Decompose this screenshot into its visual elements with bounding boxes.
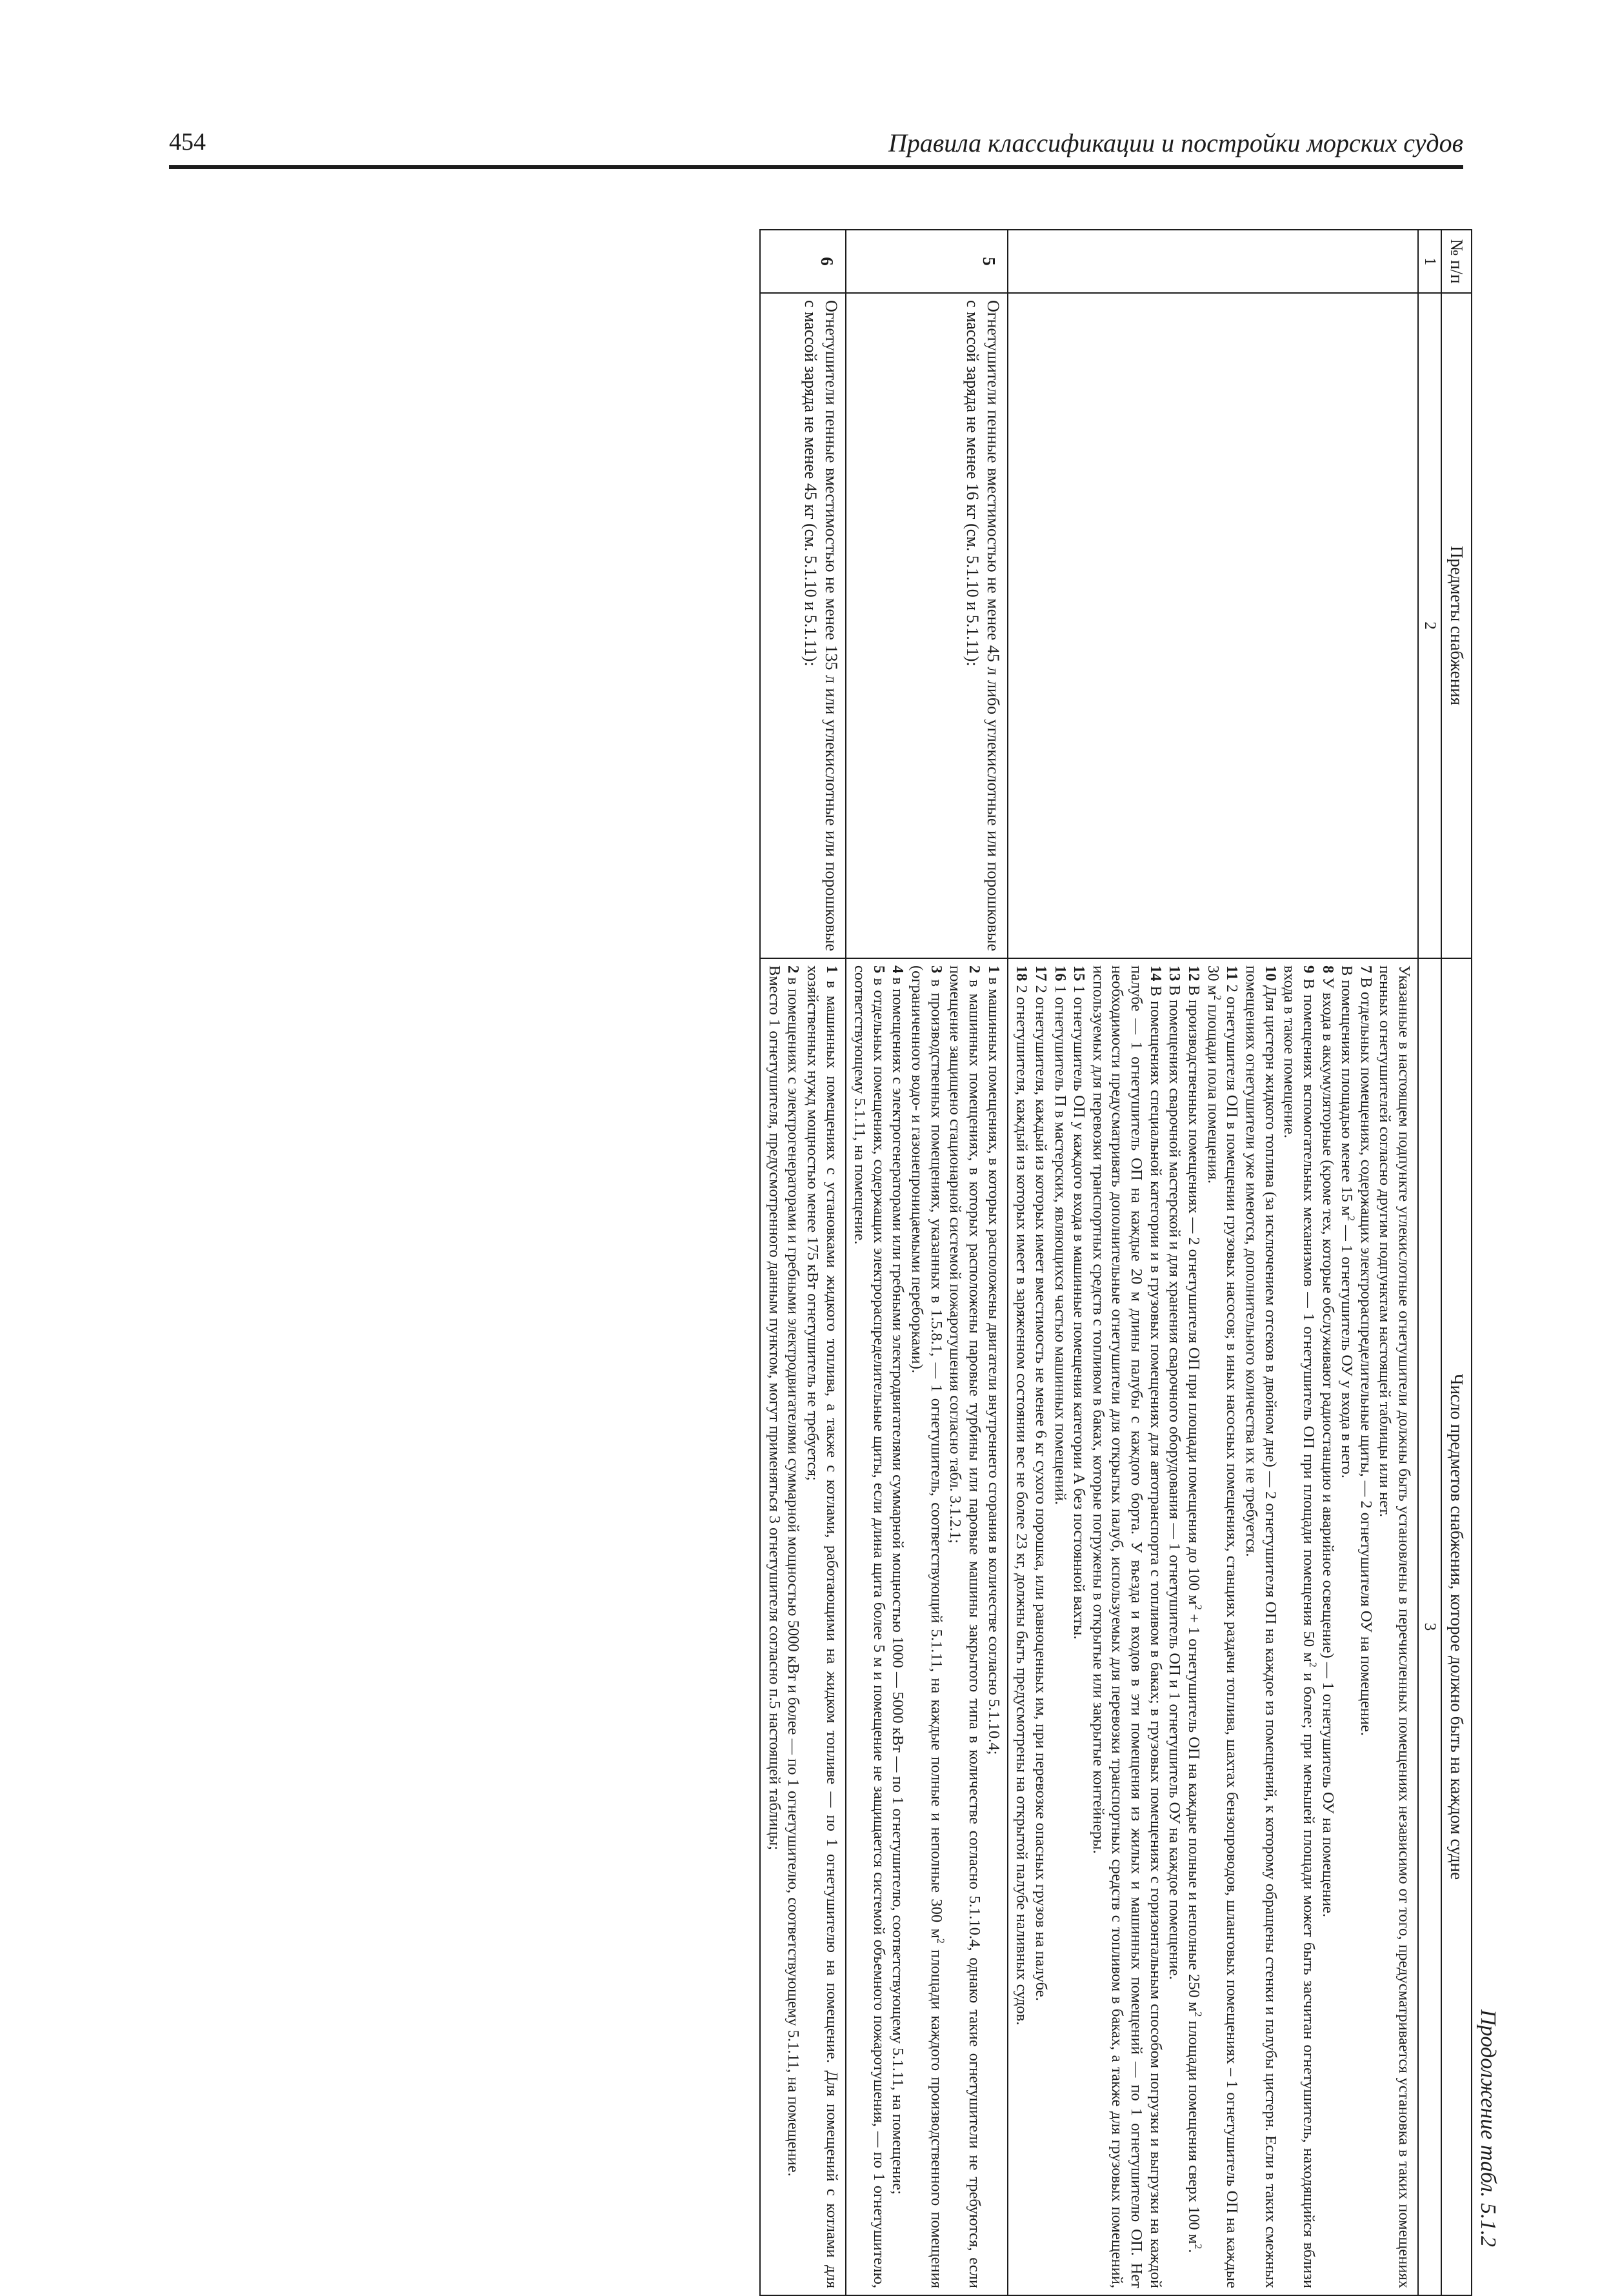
paragraph-text: 2 огнетушителя ОП в помещении грузовых насосов; в иных насосных помещениях, станциях раздачи топлива, шахтах бензопроводов, шланговых помещениях – 1 огнетушитель ОП на каждые 30 $м^2$ площади пола помещения. — [1204, 965, 1241, 2288]
paragraph — [1280, 965, 1318, 2288]
row-quantity — [1008, 958, 1418, 2295]
paragraph-text: В помещениях площадью менее 15 $м^2$ — 1 огнетушитель ОУ у входа в него. — [1338, 965, 1357, 1478]
header-rule — [169, 165, 1463, 169]
paragraph-number: 17 — [1032, 965, 1050, 985]
rotated-table-block — [206, 229, 1503, 2289]
paragraph — [1031, 965, 1050, 2288]
paragraph — [907, 965, 945, 2288]
row-number — [1008, 230, 1418, 293]
paragraph — [784, 965, 803, 2288]
table-row-6 — [760, 230, 846, 2295]
paragraph-number: 5 — [870, 965, 888, 978]
column-number: 1 — [1418, 230, 1441, 293]
paragraph-text: В помещениях вспомогательных механизмов — 1 огнетушитель ОП при площади помещения 50 $м^2$ и более; при меньшей площади может быть засчитан огнетушитель, находящийся вблизи входа в такое помещение. — [1281, 965, 1319, 2289]
column-number-row — [1418, 230, 1441, 2295]
paragraph-number: 12 — [1185, 965, 1203, 985]
paragraph — [1375, 965, 1414, 2288]
paragraph-text: в производственных помещениях, указанных в 1.5.8.1, — 1 огнетушитель, соответствующий 5.1.11, на каждые полные и неполные 300 $м^2$ площади каждого производственного помещения (ограниченного водо- и газонепроницаемыми переборками). — [908, 965, 946, 2289]
paragraph-number: 11 — [1223, 965, 1241, 985]
paragraph — [1088, 965, 1165, 2288]
paragraph — [1070, 965, 1089, 2288]
paragraph-number: 16 — [1051, 965, 1069, 985]
paragraph — [850, 965, 888, 2288]
paragraph-text: в машинных помещениях с установками жидкого топлива, а также с котлами, работающими на жидком топливе — по 1 огнетушителю на помещение. Для помещений с котлами для хозяйственных нужд мощностью менее 175 кВт огнетушитель не требуется; — [803, 965, 841, 2288]
paragraph — [888, 965, 908, 2288]
paragraph-number: 1 — [985, 965, 1003, 978]
paragraph-text: в помещениях с электрогенераторами или гребными электродвигателями суммарной мощностью 1000 — 5000 кВт — по 1 огнетушителю, соответствующему 5.1.11, на помещение; — [889, 977, 907, 2195]
paragraph — [803, 965, 841, 2288]
paragraph-text: В отдельных помещениях, содержащих электрораспределительные щиты, — 2 огнетушителя ОУ на помещение. — [1357, 977, 1375, 1737]
paragraph — [1356, 965, 1375, 2288]
paragraph-text: в машинных помещениях, в которых расположены паровые турбины или паровые машины закрытого типа в количестве согласно 5.1.10.4, однако такие огнетушители не требуются, если помещение защищено стационарной системой пожаротушения согласно табл. 3.1.2.1; — [946, 965, 983, 2288]
row-number: 6 — [760, 230, 846, 293]
paragraph-text: Указанные в настоящем подпункте углекислотные огнетушители должны быть установлены в перечисленных помещениях независимо от того, предусматривается установка в таких помещениях пенных огнетушителей согласно другим подпунктам настоящей таблицы или нет. — [1376, 965, 1414, 2288]
row-equipment — [1008, 293, 1418, 958]
table-row-continuation — [1008, 230, 1418, 2295]
paragraph-number: 9 — [1299, 965, 1317, 979]
paragraph-number: 14 — [1146, 965, 1165, 986]
paragraph-number: 13 — [1166, 965, 1184, 985]
paragraph-text: 1 огнетушитель П в мастерских, являющихся частью машинных помещений. — [1051, 985, 1069, 1505]
paragraph-text: 2 огнетушителя, каждый из которых имеет в заряженном состоянии вес не более 23 кг, должны быть предусмотрены на открытой палубе наливных судов. — [1013, 985, 1031, 2026]
running-title: Правила классификации и постройки морских судов — [888, 128, 1463, 157]
paragraph — [1012, 965, 1032, 2288]
paragraph-text: Для цистерн жидкого топлива (за исключением отсеков в двойном дне) — 2 огнетушителя ОП на каждое из помещений, к которому обращены стенки и палубы цистерн. Если в таких смежных помещениях огнетушители уже имеются, дополнительного количества их не требуется. — [1242, 965, 1279, 2289]
page-number: 454 — [169, 128, 206, 156]
table-header-row — [1441, 230, 1472, 2295]
paragraph-number: 1 — [823, 965, 841, 981]
paragraph-text: 1 огнетушитель ОП у каждого входа в машинные помещения категории А без постоянной вахты. — [1070, 985, 1088, 1640]
paragraph-number: 2 — [966, 965, 983, 980]
paragraph — [1337, 965, 1357, 2288]
paragraph-number: 4 — [889, 965, 907, 978]
paragraph-number: 8 — [1319, 965, 1337, 978]
row-quantity — [760, 958, 846, 2295]
paragraph — [1050, 965, 1070, 2288]
column-number: 3 — [1418, 958, 1441, 2295]
paragraph-text: в помещениях с электрогенераторами и гребными электродвигателями суммарной мощностью 5000 кВт и более — по 1 огнетушителю, соответствующему 5.1.11, на помещение. — [785, 977, 803, 2177]
paragraph-number: 7 — [1357, 965, 1375, 978]
paragraph-text: 2 огнетушителя, каждый из которых имеет вместимость не менее 6 кг сухого порошка, или равноценных им, при перевозке опасных грузов на палубе. — [1032, 985, 1050, 2001]
paragraph-list — [850, 965, 1003, 2288]
paragraph-number: 18 — [1013, 965, 1031, 985]
header-col-equipment: Предметы снабжения — [1441, 293, 1472, 958]
paragraph-text: в машинных помещениях, в которых расположены двигатели внутреннего сгорания в количестве согласно 5.1.10.4; — [985, 977, 1003, 1755]
paragraph — [1318, 965, 1337, 2288]
paragraph-list — [765, 965, 841, 2288]
column-number: 2 — [1418, 293, 1441, 958]
paragraph — [765, 965, 784, 2288]
paragraph-number: 3 — [927, 965, 945, 980]
paragraph-text: В производственных помещениях — 2 огнетушителя ОП при площади помещения до 100 $м^2 + 1$ огнетушитель ОП на каждые полные и неполные 250 $м^2$ площади помещения сверх 100 $м^2$. — [1185, 985, 1204, 2253]
paragraph-number: 2 — [785, 965, 803, 978]
paragraph-text: У входа в аккумуляторные (кроме тех, которые обслуживают радиостанцию и аварийное освещение) — 1 огнетушитель ОУ на помещение. — [1319, 977, 1337, 1918]
header-col-quantity: Число предметов снабжения, которое должно быть на каждом судне — [1441, 958, 1472, 2295]
table-caption: Продолжение табл. 5.1.2 — [1476, 2009, 1500, 2247]
row-number: 5 — [846, 230, 1008, 293]
equipment-table — [759, 229, 1472, 2296]
paragraph — [984, 965, 1003, 2288]
paragraph-number: 15 — [1070, 965, 1088, 985]
paragraph — [1241, 965, 1279, 2288]
paragraph — [1203, 965, 1241, 2288]
row-equipment: Огнетушители пенные вместимостью не менее 135 л или углекислотные или порошковые с массой заряда не менее 45 кг (см. 5.1.10 и 5.1.11): — [760, 293, 846, 958]
paragraph-list — [1012, 965, 1414, 2288]
paragraph-text: В помещениях сварочной мастерской и для хранения сварочного оборудования — 1 огнетушитель ОП и 1 огнетушитель ОУ на каждое помещение. — [1166, 985, 1184, 1980]
paragraph — [1165, 965, 1185, 2288]
table-row-5 — [846, 230, 1008, 2295]
paragraph-text: в отдельных помещениях, содержащих электрораспределительные щиты, если длина щита более 5 м и помещение не защищается системой объемного пожаротушения, — по 1 огнетушителю, соответствующему 5.1.11, на помещение. — [851, 965, 888, 2289]
paragraph — [1184, 965, 1203, 2288]
row-quantity — [846, 958, 1008, 2295]
row-equipment: Огнетушители пенные вместимостью не менее 45 л либо углекислотные или порошковые с массой заряда не менее 16 кг (см. 5.1.10 и 5.1.11): — [846, 293, 1008, 958]
paragraph-text: Вместо 1 огнетушителя, предусмотренного данным пунктом, могут применяться 3 огнетушителя согласно п.5 настоящей таблицы; — [765, 965, 783, 1850]
paragraph-text: В помещениях специальной категории и в грузовых помещениях для автотранспорта с топливом в баках; в грузовых помещениях с горизонтальным способом погрузки и выгрузки на каждой палубе — 1 огнетушитель ОП на каждые 20 м длины палубы с каждого борта. У въезда и входов в эти помещения из жилых и машинных помещений — по 1 огнетушителю ОП. Нет необходимости предусматривать дополнительные огнетушители для открытых палуб, используемых для перевозки транспортных средств с топливом в баках, а также для грузовых помещений, используемых для перевозки транспортных средств с топливом в баках, которые погружены в открытые или закрытые контейнеры. — [1089, 965, 1165, 2289]
paragraph — [946, 965, 984, 2288]
paragraph-number: 10 — [1261, 965, 1279, 985]
header-col-number: № п/п — [1441, 230, 1472, 293]
